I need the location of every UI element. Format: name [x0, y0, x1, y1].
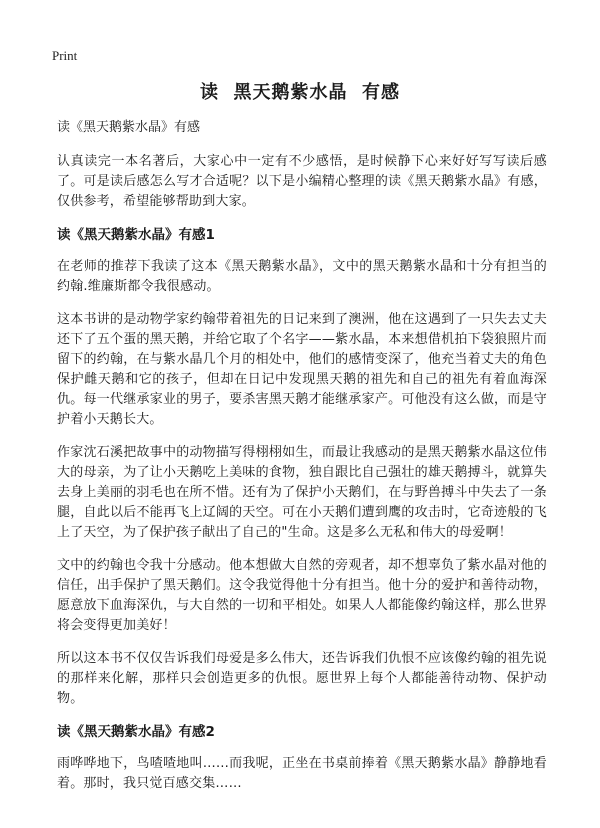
article-body — [57, 118, 547, 807]
intro-paragraph: 认真读完一本名著后，大家心中一定有不少感悟，是时候静下心来好好写写读后感了。可是读后感怎么写才合适呢？以下是小编精心整理的读《黑天鹅紫水晶》有感，仅供参考，希望能够帮助到大家。 — [57, 154, 547, 209]
section-1-paragraph: 所以这本书不仅仅告诉我们母爱是多么伟大，还告诉我们仇恨不应该像约翰的祖先说的那样来化解，那样只会创造更多的仇恨。愿世界上每个人都能善待动物、保护动物。 — [57, 651, 547, 706]
section-2-paragraph: 雨哗哗地下，鸟喳喳地叫……而我呢，正坐在书桌前捧着《黑天鹅紫水晶》静静地看着。那时，我只觉百感交集…… — [57, 756, 547, 791]
section-heading-2: 读《黑天鹅紫水晶》有感2 — [57, 724, 215, 740]
section-1-paragraph: 在老师的推荐下我读了这本《黑天鹅紫水晶》，文中的黑天鹅紫水晶和十分有担当的约翰.维廉斯都令我很感动。 — [57, 259, 547, 294]
section-1-paragraph: 这本书讲的是动物学家约翰带着祖先的日记来到了澳洲，他在这遇到了一只失去丈夫还下了五个蛋的黑天鹅，并给它取了个名字——紫水晶，本来想借机拍下袋狼照片而留下的约翰，在与紫水晶几个月的相处中，他们的感情变深了，他充当着丈夫的角色保护雌天鹅和它的孩子，但却在日记中发现黑天鹅的祖先和自己的祖先有着血海深仇。每一代继承家业的男子，要杀害黑天鹅才能继承家产。可他没有这么做，而是守护着小天鹅长大。 — [57, 312, 547, 427]
article-subtitle: 读《黑天鹅紫水晶》有感 — [57, 120, 201, 135]
section-1-paragraph: 作家沈石溪把故事中的动物描写得栩栩如生，而最让我感动的是黑天鹅紫水晶这位伟大的母亲，为了让小天鹅吃上美味的食物，独自跟比自己强壮的雄天鹅搏斗，就算失去身上美丽的羽毛也在所不惜。还有为了保护小天鹅们，在与野兽搏斗中失去了一条腿，自此以后不能再飞上辽阔的天空。可在小天鹅们遭到鹰的攻击时，它奇迹般的飞上了天空，为了保护孩子献出了自己的"生命。这是多么无私和伟大的母爱啊！ — [57, 445, 547, 540]
print-link[interactable]: Print — [52, 48, 78, 63]
page-title: 读 黑天鹅紫水晶 有感 — [199, 82, 401, 103]
section-1-paragraph: 文中的约翰也令我十分感动。他本想做大自然的旁观者，却不想辜负了紫水晶对他的信任，出手保护了黑天鹅们。这令我觉得他十分有担当。他十分的爱护和善待动物，愿意放下血海深仇，与大自然的一切和平相处。如果人人都能像约翰这样，那么世界将会变得更加美好！ — [57, 558, 547, 633]
section-heading-1: 读《黑天鹅紫水晶》有感1 — [57, 227, 215, 243]
